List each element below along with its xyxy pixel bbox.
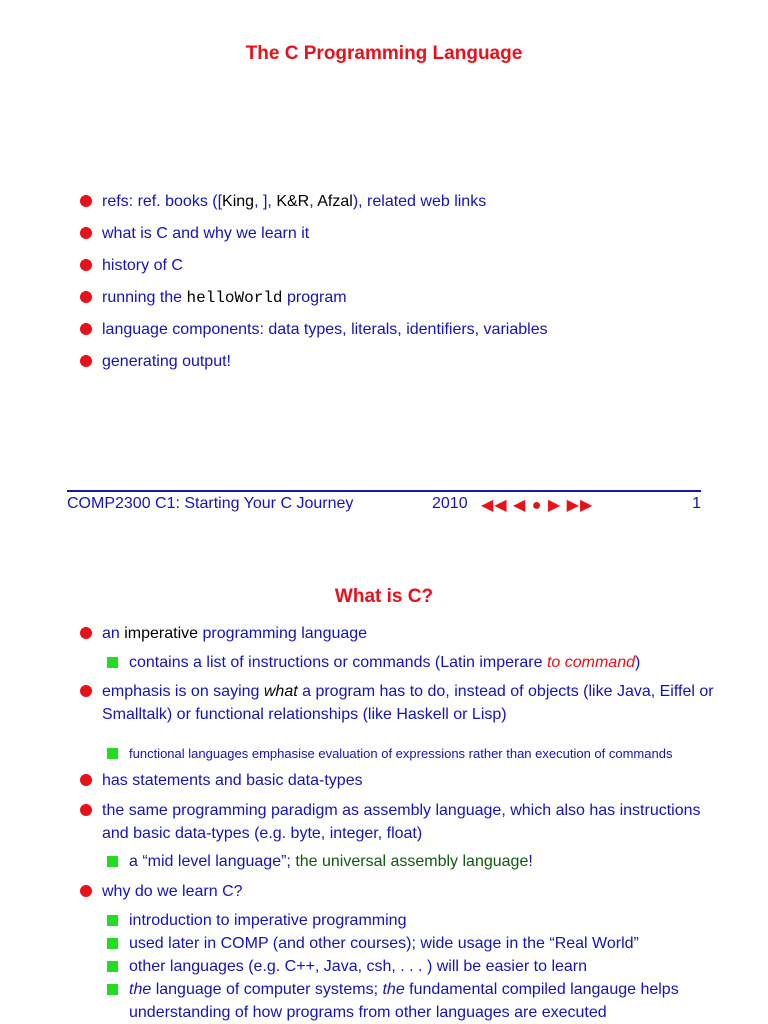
item-text: programming language (198, 625, 368, 642)
item-text: an (102, 625, 125, 642)
item-text: to command (546, 654, 635, 671)
bullet-icon (80, 685, 92, 697)
square-bullet-icon (107, 657, 118, 668)
item-text: ) (635, 654, 641, 671)
item-text: ! (528, 853, 533, 870)
item-text: emphasis is on saying (102, 683, 264, 700)
item-text: program (282, 289, 347, 306)
bullet-icon (80, 227, 92, 239)
navigation-arrows-icon[interactable]: ◀◀ ◀ ● ▶ ▶▶ (481, 497, 594, 514)
item-text: what (263, 683, 298, 700)
slide-title: The C Programming Language (245, 43, 523, 64)
item-text: a program has to do, instead of objects (like Java, Eiffel or Smalltalk) or functional relationships (like Haskell or Lisp) (102, 683, 714, 723)
item-text: refs: ref. books ([ (102, 193, 223, 210)
item-text: the (129, 981, 152, 998)
bullet-icon (80, 259, 92, 271)
item-text: history of C (102, 257, 183, 274)
item-text: , ], (254, 193, 277, 210)
bullet-icon (80, 323, 92, 335)
item-text: the universal assembly language (295, 853, 529, 870)
item-text: language of computer systems; (151, 981, 383, 998)
item-text: fundamental compiled langauge helps understanding of how programs from other languages are executed (129, 981, 679, 1021)
slide-title: What is C? (334, 586, 434, 607)
item-text: introduction to imperative programming (129, 912, 407, 929)
bullet-icon (80, 885, 92, 897)
square-bullet-icon (107, 961, 118, 972)
bullet-icon (80, 355, 92, 367)
item-text: running the (102, 289, 187, 306)
item-text: the same programming paradigm as assembly language, which also has instructions and basic data-types (e.g. byte, integer, float) (102, 802, 701, 842)
item-text: ), related web links (352, 193, 487, 210)
item-text: imperative (124, 625, 199, 642)
square-bullet-icon (107, 938, 118, 949)
item-text: a “mid level language”; (129, 853, 296, 870)
bullet-icon (80, 291, 92, 303)
square-bullet-icon (107, 984, 118, 995)
item-text: language components: data types, literals, identifiers, variables (102, 321, 548, 338)
square-bullet-icon (107, 748, 118, 759)
square-bullet-icon (107, 915, 118, 926)
course-label: COMP2300 C1: Starting Your C Journey (67, 495, 354, 512)
item-text: what is C and why we learn it (102, 225, 310, 242)
square-bullet-icon (107, 856, 118, 867)
page-number: 1 (692, 495, 701, 512)
item-text: used later in COMP (and other courses); wide usage in the “Real World” (129, 935, 639, 952)
year-label: 2010 (432, 495, 468, 512)
bullet-icon (80, 804, 92, 816)
ref-kr[interactable]: K&R (276, 193, 310, 210)
item-text: , (309, 193, 318, 210)
item-text: the (382, 981, 405, 998)
bullet-icon (80, 195, 92, 207)
bullet-icon (80, 774, 92, 786)
item-text: contains a list of instructions or commands (Latin imperare (129, 654, 547, 671)
ref-king[interactable]: King (222, 193, 255, 210)
item-text: functional languages emphasise evaluation of expressions rather than execution of commands (129, 746, 673, 761)
bullet-icon (80, 627, 92, 639)
code-helloworld: helloWorld (186, 289, 283, 307)
slide-footer (67, 490, 701, 522)
item-text: generating output! (102, 353, 231, 370)
ref-afzal[interactable]: Afzal (317, 193, 353, 210)
item-text: why do we learn C? (102, 883, 243, 900)
item-text: other languages (e.g. C++, Java, csh, . . . ) will be easier to learn (129, 958, 588, 975)
item-text: has statements and basic data-types (102, 772, 363, 789)
